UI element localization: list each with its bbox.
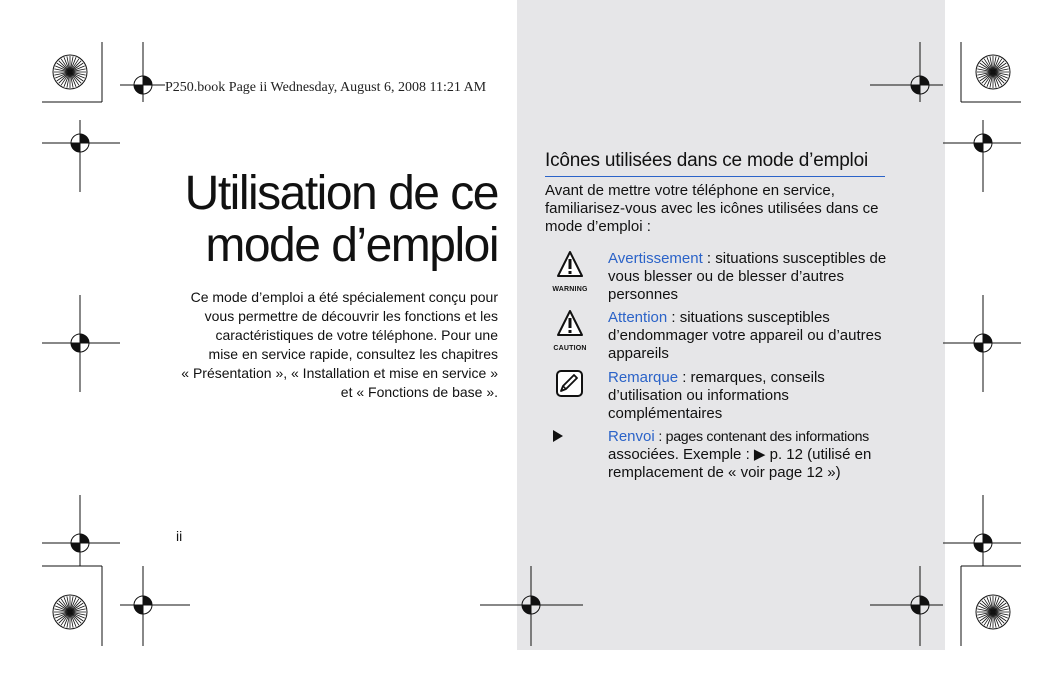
legend-text [608, 309, 890, 363]
intro-line: caractéristiques de votre téléphone. Pour une [215, 327, 498, 343]
legend-description: : situations susceptibles d’endommager votre appareil ou d’autres appareils [608, 309, 882, 362]
caution-triangle-icon [545, 309, 595, 352]
intro-line: « Présentation », « Installation et mise en service » [181, 365, 498, 381]
legend-keyword: Attention [608, 309, 668, 326]
warning-icon-label: WARNING [552, 286, 588, 293]
legend-item-caution [545, 309, 890, 363]
legend-text [608, 428, 890, 482]
page-title [185, 168, 498, 272]
legend-text [608, 250, 890, 304]
page-number: ii [176, 528, 183, 544]
intro-line: et « Fonctions de base ». [340, 384, 498, 400]
legend-item-note [545, 369, 890, 423]
section-intro: Avant de mettre votre téléphone en service, familiarisez-vous avec les icônes utilisées dans ce mode d’emploi : [545, 182, 879, 235]
legend-description: : remarques, conseils d’utilisation ou informations complémentaires [608, 369, 825, 422]
legend-item-reference [545, 428, 890, 484]
section-title: Icônes utilisées dans ce mode d’emploi [545, 150, 885, 177]
caution-icon-label: CAUTION [553, 345, 587, 352]
legend-keyword: Remarque [608, 369, 679, 386]
page-title-line: mode d’emploi [205, 219, 498, 272]
legend-keyword: Renvoi [608, 428, 655, 445]
note-pencil-icon [545, 369, 595, 404]
arrow-right-icon [545, 428, 595, 453]
legend-description: : situations susceptibles de vous blesser ou de blesser d’autres personnes [608, 250, 887, 303]
legend-text [608, 369, 890, 423]
page-title-line: Utilisation de ce [184, 167, 498, 220]
intro-line: mise en service rapide, consultez les chapitres [208, 346, 498, 362]
legend-item-warning [545, 250, 890, 304]
intro-line: Ce mode d’emploi a été spécialement conçu pour [190, 289, 498, 305]
legend-keyword: Avertissement [608, 250, 703, 267]
intro-line: vous permettre de découvrir les fonctions et les [204, 308, 498, 324]
legend-description: : pages contenant des informations [654, 429, 869, 445]
warning-triangle-icon [545, 250, 595, 293]
legend-description: associées. Exemple : ▶ p. 12 (utilisé en remplacement de « voir page 12 ») [608, 446, 872, 481]
print-file-header: P250.book Page ii Wednesday, August 6, 2008 11:21 AM [165, 80, 487, 95]
intro-paragraph [158, 288, 498, 402]
